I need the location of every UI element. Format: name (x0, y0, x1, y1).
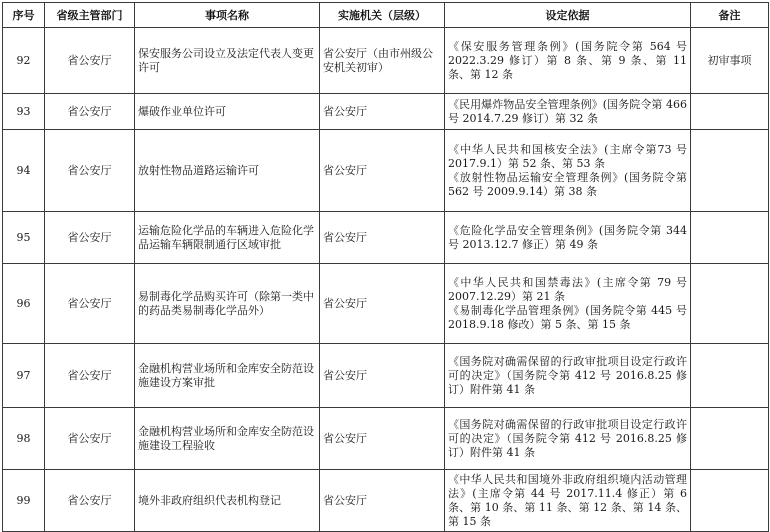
cell-name: 金融机构营业场所和金库安全防范设施建设方案审批 (135, 344, 320, 408)
cell-seq: 98 (3, 408, 45, 470)
cell-remark (691, 264, 769, 344)
table-row (3, 470, 769, 532)
basis-line: 《国务院对确需保留的行政审批项目设定行政许可的决定》（国务院令第 412 号 2016.8.25 修订）附件第 41 条 (448, 417, 687, 459)
cell-remark: 初审事项 (691, 28, 769, 94)
cell-dept: 省公安厅 (45, 28, 135, 94)
table-row (3, 94, 769, 130)
header-basis: 设定依据 (445, 3, 691, 28)
basis-line: 《易制毒化学品管理条例》(国务院令第 445 号 2018.9.18 修改）第 5 条、第 15 条 (448, 303, 687, 331)
permit-table (2, 2, 769, 532)
cell-agency: 省公安厅 (320, 470, 445, 532)
cell-remark (691, 130, 769, 212)
cell-dept: 省公安厅 (45, 130, 135, 212)
header-remark: 备注 (691, 3, 769, 28)
cell-remark (691, 94, 769, 130)
cell-remark (691, 470, 769, 532)
basis-line: 《危险化学品安全管理条例》(国务院令第 344 号 2013.12.7 修正）第 49 条 (448, 223, 687, 251)
cell-name: 易制毒化学品购买许可（除第一类中的药品类易制毒化学品外） (135, 264, 320, 344)
cell-remark (691, 344, 769, 408)
cell-dept: 省公安厅 (45, 470, 135, 532)
header-dept: 省级主管部门 (45, 3, 135, 28)
cell-agency: 省公安厅 (320, 94, 445, 130)
basis-line: 《民用爆炸物品安全管理条例》(国务院令第 466 号 2014.7.29 修订）第 32 条 (448, 97, 687, 125)
cell-name: 放射性物品道路运输许可 (135, 130, 320, 212)
table-row (3, 212, 769, 264)
cell-agency: 省公安厅 (320, 344, 445, 408)
cell-basis (445, 408, 691, 470)
cell-seq: 99 (3, 470, 45, 532)
cell-dept: 省公安厅 (45, 408, 135, 470)
header-name: 事项名称 (135, 3, 320, 28)
cell-dept: 省公安厅 (45, 212, 135, 264)
basis-line: 《放射性物品运输安全管理条例》(国务院令第 562 号 2009.9.14）第 38 条 (448, 170, 687, 198)
basis-line: 《保安服务管理条例》(国务院令第 564 号 2022.3.29 修订）第 8 条、第 9 条、第 11 条、第 12 条 (448, 39, 687, 81)
cell-agency: 省公安厅 (320, 408, 445, 470)
cell-agency: 省公安厅 (320, 212, 445, 264)
cell-seq: 92 (3, 28, 45, 94)
cell-dept: 省公安厅 (45, 94, 135, 130)
cell-seq: 93 (3, 94, 45, 130)
cell-remark (691, 408, 769, 470)
basis-line: 《国务院对确需保留的行政审批项目设定行政许可的决定》（国务院令第 412 号 2016.8.25 修订）附件第 41 条 (448, 354, 687, 396)
cell-name: 金融机构营业场所和金库安全防范设施建设工程验收 (135, 408, 320, 470)
cell-basis (445, 130, 691, 212)
cell-seq: 95 (3, 212, 45, 264)
cell-basis (445, 28, 691, 94)
cell-seq: 97 (3, 344, 45, 408)
cell-name: 爆破作业单位许可 (135, 94, 320, 130)
header-seq: 序号 (3, 3, 45, 28)
cell-dept: 省公安厅 (45, 344, 135, 408)
cell-agency: 省公安厅 (320, 130, 445, 212)
cell-dept: 省公安厅 (45, 264, 135, 344)
cell-remark (691, 212, 769, 264)
table-row (3, 130, 769, 212)
cell-seq: 94 (3, 130, 45, 212)
cell-seq: 96 (3, 264, 45, 344)
document-page (2, 2, 768, 532)
table-row (3, 28, 769, 94)
table-row (3, 264, 769, 344)
cell-name: 运输危险化学品的车辆进入危险化学品运输车辆限制通行区域审批 (135, 212, 320, 264)
basis-line: 《中华人民共和国核安全法》(主席令第73 号 2017.9.1）第 52 条、第 53 条 (448, 142, 687, 170)
cell-basis (445, 344, 691, 408)
cell-basis (445, 264, 691, 344)
cell-agency: 省公安厅（由市州级公安机关初审） (320, 28, 445, 94)
header-row (3, 3, 769, 28)
cell-name: 保安服务公司设立及法定代表人变更许可 (135, 28, 320, 94)
table-row (3, 344, 769, 408)
table-row (3, 408, 769, 470)
cell-basis (445, 212, 691, 264)
basis-line: 《中华人民共和国境外非政府组织境内活动管理法》(主席令第 44 号 2017.11.4 修正）第 6 条、第 10 条、第 11 条、第 12 条、第 14 条、第 15 条 (448, 472, 687, 528)
basis-line: 《中华人民共和国禁毒法》(主席令第 79 号 2007.12.29）第 21 条 (448, 275, 687, 303)
cell-basis (445, 94, 691, 130)
cell-agency: 省公安厅 (320, 264, 445, 344)
cell-name: 境外非政府组织代表机构登记 (135, 470, 320, 532)
cell-basis (445, 470, 691, 532)
header-agency: 实施机关（层级） (320, 3, 445, 28)
